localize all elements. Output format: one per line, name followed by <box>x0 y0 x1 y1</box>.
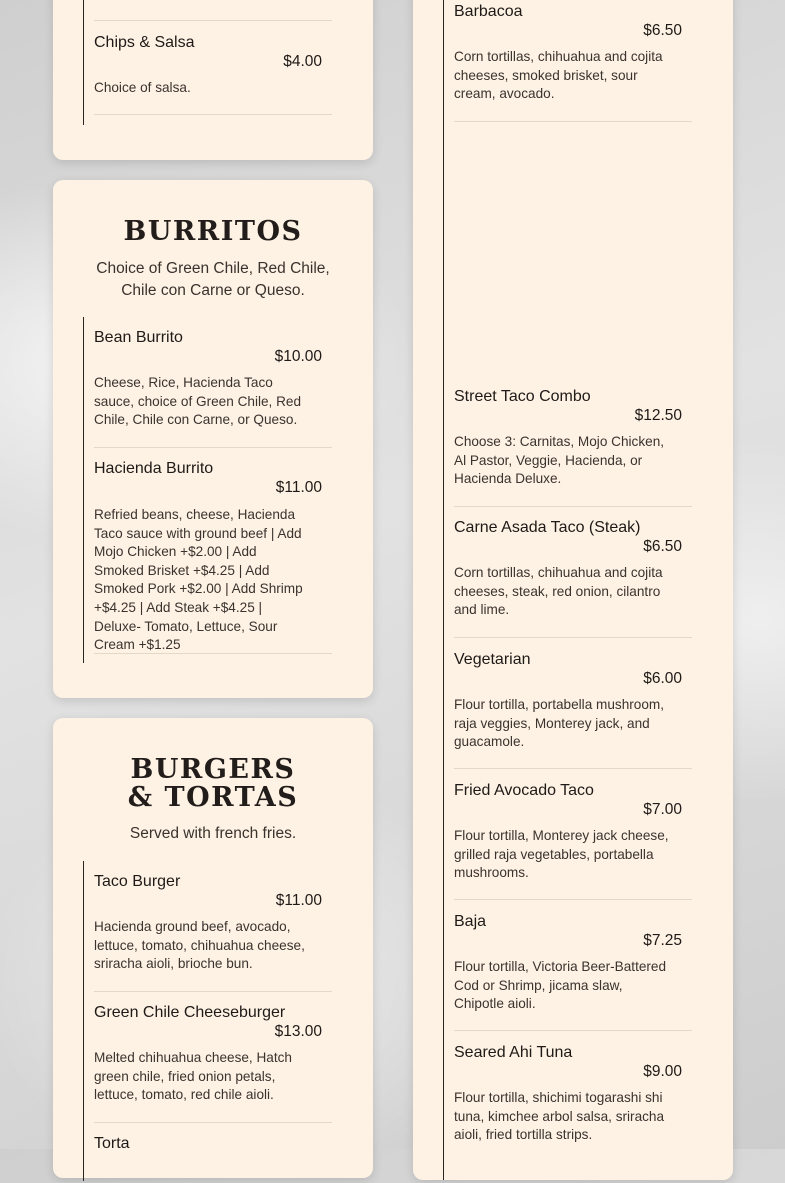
appetizers-card <box>53 0 373 160</box>
item-price: $11.00 <box>275 892 322 909</box>
item-description: Flour tortilla, portabella mushroom, raja veggies, Monterey jack, and guacamole. <box>454 697 665 750</box>
item-price: $10.00 <box>274 348 322 365</box>
item-price: $7.25 <box>643 932 682 949</box>
item-price: $4.00 <box>283 53 322 70</box>
item-name: Carne Asada Taco (Steak) <box>454 519 641 536</box>
item-price: $6.50 <box>643 22 682 39</box>
menu-item-bean-burrito[interactable] <box>94 317 332 448</box>
item-description: Cheese, Rice, Hacienda Taco sauce, choice of Green Chile, Red Chile, Chile con Carne, or Queso. <box>94 375 302 428</box>
item-description: Hacienda ground beef, avocado, lettuce, tomato, chihuahua cheese, sriracha aioli, brioche bun. <box>94 919 305 972</box>
item-name: Hacienda Burrito <box>94 460 214 477</box>
item-price: $9.00 <box>643 1063 682 1080</box>
item-description: Refried beans, cheese, Hacienda Taco sauce with ground beef | Add Mojo Chicken +$2.00 | Add Smoked Brisket +$4.25 | Add Smoked Pork +$2.00 | Add Shrimp +$4.25 | Add Steak +$4.25 | Deluxe- Tomato, Lettuce, Sour Cream +$1.25 <box>94 507 303 653</box>
menu-item-carne-asada-taco[interactable] <box>454 507 692 638</box>
appetizers-item-list <box>83 0 334 125</box>
burritos-item-list <box>83 317 334 663</box>
menu-item-torta[interactable] <box>94 1123 332 1183</box>
item-name: Barbacoa <box>454 3 523 20</box>
menu-item-green-chile-cheeseburger[interactable] <box>94 992 332 1123</box>
item-description: Choice of salsa. <box>94 80 191 95</box>
item-name: Chips & Salsa <box>94 34 195 51</box>
item-description: Flour tortilla, Victoria Beer-Battered Cod or Shrimp, jicama slaw, Chipotle aioli. <box>454 959 667 1012</box>
item-name: Green Chile Cheeseburger <box>94 1004 286 1021</box>
item-description: Choose 3: Carnitas, Mojo Chicken, Al Pastor, Veggie, Hacienda, or Hacienda Deluxe. <box>454 434 665 487</box>
section-subtitle: Served with french fries. <box>129 825 297 842</box>
section-title: BURGERS & TORTAS <box>127 754 299 813</box>
menu-item-fried-avocado-taco[interactable] <box>454 769 692 900</box>
item-description: Flour tortilla, Monterey jack cheese, grilled raja vegetables, portabella mushrooms. <box>454 828 669 881</box>
item-description: Corn tortillas, chihuahua and cojita cheeses, smoked brisket, sour cream, avocado. <box>454 49 663 102</box>
item-price: $7.00 <box>643 801 682 818</box>
item-description: Flour tortilla, shichimi togarashi shi tuna, kimchee arbol salsa, sriracha aioli, fried tortilla strips. <box>454 1090 665 1143</box>
item-name: Seared Ahi Tuna <box>454 1044 573 1061</box>
item-price: $11.00 <box>275 479 322 496</box>
menu-item-taco-burger[interactable] <box>94 861 332 992</box>
item-name: Baja <box>454 913 487 930</box>
item-price: $6.00 <box>643 670 682 687</box>
menu-item-vegetarian[interactable] <box>454 638 692 769</box>
section-subtitle: Choice of Green Chile, Red Chile, Chile con Carne or Queso. <box>96 260 330 299</box>
item-name: Street Taco Combo <box>454 388 591 405</box>
menu-item-barbacoa[interactable] <box>454 0 692 122</box>
item-price: $6.50 <box>643 538 682 555</box>
menu-item-street-taco-combo[interactable] <box>454 378 692 507</box>
item-price: $12.50 <box>634 407 682 424</box>
burgers-tortas-card <box>53 718 373 1178</box>
item-description: Corn tortillas, chihuahua and cojita cheeses, steak, red onion, cilantro and lime. <box>454 565 663 618</box>
menu-item-baja[interactable] <box>454 900 692 1031</box>
item-name: Taco Burger <box>94 873 181 890</box>
menu-item-seared-ahi-tuna[interactable] <box>454 1031 692 1161</box>
burgers-item-list <box>83 861 334 1181</box>
item-name: Bean Burrito <box>94 329 183 346</box>
burritos-card <box>53 180 373 698</box>
tacos-item-list <box>443 0 694 1180</box>
item-name: Vegetarian <box>454 651 531 668</box>
section-title: BURRITOS <box>123 216 303 247</box>
tacos-card <box>413 0 733 1180</box>
item-description: Melted chihuahua cheese, Hatch green chile, fried onion petals, lettuce, tomato, red chile aioli. <box>94 1050 292 1103</box>
menu-item-hacienda-burrito[interactable] <box>94 448 332 654</box>
item-price: $13.00 <box>274 1023 322 1040</box>
item-name: Fried Avocado Taco <box>454 782 594 799</box>
item-name: Torta <box>94 1135 130 1152</box>
menu-item-chips-salsa[interactable] <box>94 21 332 115</box>
